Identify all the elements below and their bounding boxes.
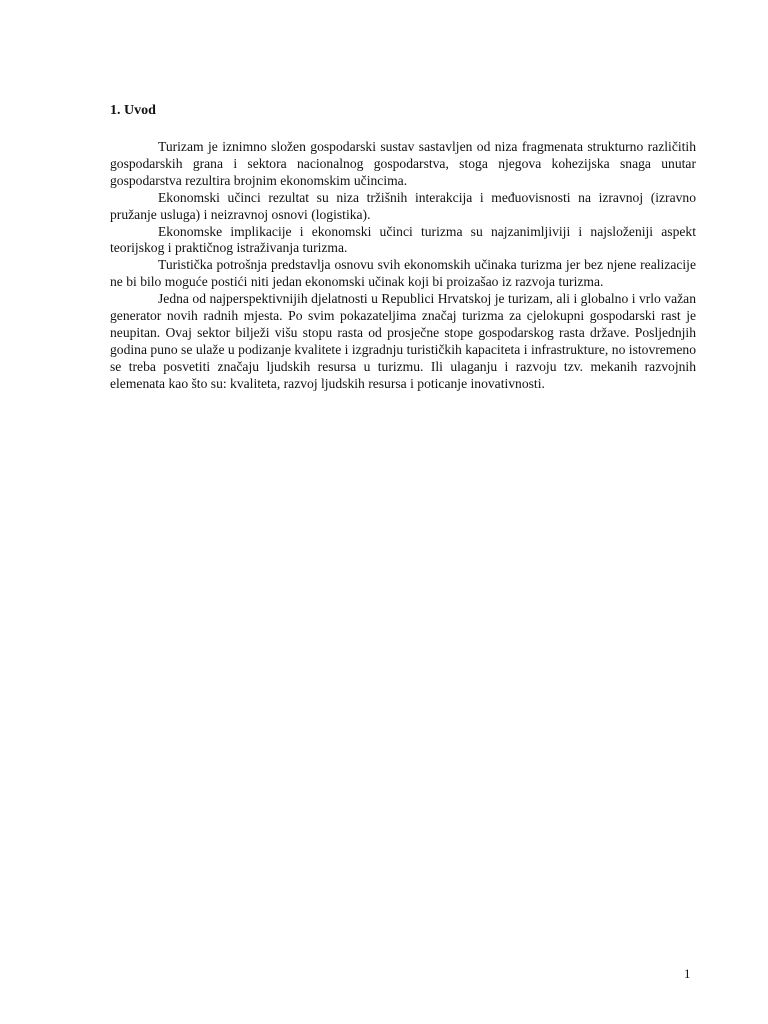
paragraph: Ekonomske implikacije i ekonomski učinci turizma su najzanimljiviji i najsloženiji aspekt teorijskog i praktičnog istraživanja turizma. <box>110 223 696 256</box>
body-text <box>110 139 696 393</box>
paragraph: Ekonomski učinci rezultat su niza tržišnih interakcija i međuovisnosti na izravnoj (izravno pružanje usluga) i neizravnoj osnovi (logistika). <box>110 189 696 222</box>
paragraph: Jedna od najperspektivnijih djelatnosti u Republici Hrvatskoj je turizam, ali i globalno i vrlo važan generator novih radnih mjesta. Po svim pokazateljima značaj turizma za cjelokupni gospodarski rast je neupitan. Ovaj sektor bilježi višu stopu rasta od prosječne stope gospodarskog rasta države. Posljednjih godina puno se ulaže u podizanje kvalitete i izgradnju turističkih kapaciteta i infrastrukture, no istovremeno se treba posvetiti značaju ljudskih resursa u turizmu. Ili ulaganju i razvoju tzv. mekanih razvojnih elemenata kao što su: kvaliteta, razvoj ljudskih resursa i poticanje inovativnosti. <box>110 291 696 391</box>
page-number: 1 <box>684 966 691 981</box>
paragraph: Turistička potrošnja predstavlja osnovu svih ekonomskih učinaka turizma jer bez njene realizacije ne bi bilo moguće postići niti jedan ekonomski učinak koji bi proizašao iz razvoja turizma. <box>110 257 696 290</box>
paragraph: Turizam je iznimno složen gospodarski sustav sastavljen od niza fragmenata strukturno različitih gospodarskih grana i sektora nacionalnog gospodarstva, stoga njegova kohezijska snaga unutar gospodarstva rezultira brojnim ekonomskim učincima. <box>110 139 696 188</box>
section-heading: 1. Uvod <box>110 103 156 118</box>
